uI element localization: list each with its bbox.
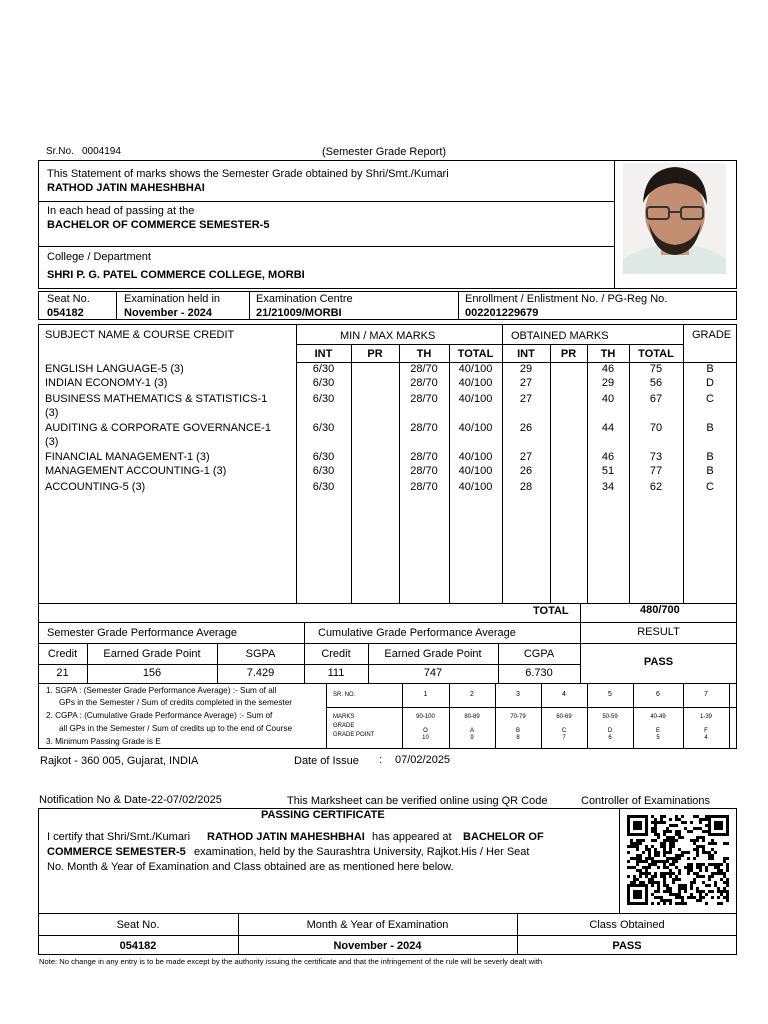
cert-seat-label: Seat No. (116, 919, 160, 931)
cell-total: 73 (649, 451, 663, 463)
scale-sr: 1 (423, 691, 428, 698)
sgpa-header: Semester Grade Performance Average (47, 627, 237, 639)
scale-marks: 50-59 (602, 714, 618, 720)
cell-int-mm: 6/30 (312, 393, 335, 405)
subject-name: BUSINESS MATHEMATICS & STATISTICS-1 (45, 393, 268, 405)
note-3: 3. Minimum Passing Grade is E (46, 737, 161, 746)
egp2-label: Earned Grade Point (384, 648, 482, 660)
result-value: PASS (643, 656, 674, 668)
seat-no: 054182 (47, 307, 84, 319)
grade-header: GRADE (692, 329, 732, 341)
subject-name: FINANCIAL MANAGEMENT-1 (3) (45, 451, 210, 463)
cell-total-mm: 40/100 (458, 465, 493, 477)
cell-th-mm: 28/70 (410, 377, 438, 389)
cell-total: 67 (649, 393, 663, 405)
cell-grade: B (706, 465, 714, 477)
scale-sr-label: SR. NO. (333, 692, 356, 698)
enrollment-no: 002201229679 (465, 307, 539, 319)
certificate-title: PASSING CERTIFICATE (261, 809, 385, 821)
cell-th-mm: 28/70 (410, 481, 438, 493)
cell-int: 27 (519, 377, 533, 389)
cgpa-header: Cumulative Grade Performance Average (318, 627, 516, 639)
statement-intro: This Statement of marks shows the Semester Grade obtained by Shri/Smt./Kumari (47, 168, 449, 180)
scale-grade: C (561, 728, 567, 734)
cell-total-mm: 40/100 (458, 422, 493, 434)
cell-int: 28 (519, 481, 533, 493)
subject-name: MANAGEMENT ACCOUNTING-1 (3) (45, 465, 227, 477)
credit2-value: 111 (327, 667, 345, 679)
scale-grade: D (607, 728, 613, 734)
note-text: Note: No change in any entry is to be made except by the authority issuing the certificate and that the infringement of the rule will be severly dealt with (39, 957, 543, 966)
scale-gp: 10 (422, 735, 429, 741)
result-header: RESULT (637, 626, 680, 638)
cell-total-mm: 40/100 (458, 377, 493, 389)
exam-centre-label: Examination Centre (256, 293, 353, 305)
cell-th: 34 (601, 481, 615, 493)
minmax-header: MIN / MAX MARKS (340, 330, 436, 342)
cell-int-mm: 6/30 (312, 481, 335, 493)
cell-total: 75 (649, 363, 663, 375)
cell-int-mm: 6/30 (312, 451, 335, 463)
scale-gp: 9 (470, 735, 474, 741)
cell-int-mm: 6/30 (312, 377, 335, 389)
scale-grade: A (469, 728, 474, 734)
scale-marks: 40-49 (650, 714, 666, 720)
cell-grade: D (706, 377, 714, 389)
scale-grade: B (515, 728, 520, 734)
sr-no-label: Sr.No. (46, 146, 74, 157)
cell-th: 44 (601, 422, 615, 434)
total-label: TOTAL (533, 605, 569, 617)
scale-grade-label: GRADE (333, 723, 355, 729)
scale-sr: 4 (562, 691, 566, 698)
cell-th: 40 (601, 393, 615, 405)
credit2-label: Credit (321, 648, 351, 660)
subject-name: AUDITING & CORPORATE GOVERNANCE-1 (45, 422, 271, 434)
scale-grade: O (423, 728, 428, 734)
cell-th: 46 (601, 451, 615, 463)
cell-total-mm: 40/100 (458, 481, 493, 493)
cell-int: 26 (519, 465, 533, 477)
cell-int: 27 (519, 393, 533, 405)
cert-program-b: COMMERCE SEMESTER-5 (47, 846, 186, 858)
cell-total-mm: 40/100 (458, 363, 493, 375)
scale-gp: 7 (562, 735, 566, 741)
issue-date: 07/02/2025 (395, 754, 451, 766)
sub-header-pr-mm: PR (367, 348, 383, 360)
cert-class: PASS (612, 940, 642, 952)
scale-marks: 80-89 (464, 714, 480, 720)
controller-label: Controller of Examinations (581, 795, 711, 807)
cell-int-mm: 6/30 (312, 363, 335, 375)
cert-class-label: Class Obtained (589, 919, 665, 931)
cell-grade: B (706, 451, 714, 463)
exam-held-label: Examination held in (124, 293, 221, 305)
notification: Notification No & Date-22-07/02/2025 (39, 794, 222, 806)
cell-total: 62 (649, 481, 663, 493)
seat-no-label: Seat No. (47, 293, 90, 305)
sgpa-value: 7.429 (246, 667, 275, 679)
cell-total: 70 (649, 422, 663, 434)
cell-int: 27 (519, 451, 533, 463)
scale-sr: 5 (608, 691, 612, 698)
cell-grade: B (706, 422, 714, 434)
verification-qr-code (627, 815, 729, 905)
cell-int-mm: 6/30 (312, 422, 335, 434)
cell-grade: C (706, 481, 714, 493)
scale-sr: 7 (704, 691, 708, 698)
scale-grade: F (704, 728, 708, 734)
note-1b: GPs in the Semester / Sum of credits completed in the semester (59, 698, 292, 707)
scale-gp: 8 (516, 735, 520, 741)
scale-gp: 5 (656, 735, 660, 741)
cell-th-mm: 28/70 (410, 363, 438, 375)
scale-gp: 4 (704, 735, 708, 741)
program-name: BACHELOR OF COMMERCE SEMESTER-5 (47, 219, 270, 231)
cgpa-label: CGPA (523, 648, 555, 660)
credit-value: 21 (56, 667, 69, 679)
cert-seat-no: 054182 (119, 940, 157, 952)
cert-line1-mid: has appeared at (372, 831, 452, 843)
scale-marks-label: MARKS (333, 714, 355, 720)
sub-header-total: TOTAL (638, 348, 674, 360)
sub-header-total-mm: TOTAL (457, 348, 494, 360)
egp2-value: 747 (423, 667, 443, 679)
total-row (38, 603, 737, 623)
subject-header: SUBJECT NAME & COURSE CREDIT (45, 329, 235, 341)
cell-int: 26 (519, 422, 533, 434)
scale-marks: 1-39 (699, 714, 712, 720)
cell-th: 51 (601, 465, 615, 477)
cell-th-mm: 28/70 (410, 393, 438, 405)
sub-header-pr: PR (560, 348, 577, 360)
sgpa-label: SGPA (245, 648, 276, 660)
obtained-header: OBTAINED MARKS (511, 330, 609, 342)
cert-month-label: Month & Year of Examination (306, 919, 449, 931)
credit-label: Credit (47, 648, 78, 660)
note-2b: all GPs in the Semester / Sum of credits up to the end of Course (59, 724, 293, 733)
cert-program-a: BACHELOR OF (463, 831, 544, 843)
cgpa-value: 6.730 (525, 667, 553, 679)
total-value: 480/700 (640, 604, 680, 616)
note-2a: 2. CGPA : (Cumulative Grade Performance Average) :- Sum of (46, 711, 273, 720)
subject-name: ENGLISH LANGUAGE-5 (3) (45, 363, 184, 375)
student-photo (623, 163, 726, 274)
college-name: SHRI P. G. PATEL COMMERCE COLLEGE, MORBI (47, 269, 305, 281)
cell-th-mm: 28/70 (410, 465, 438, 477)
cell-th-mm: 28/70 (410, 422, 438, 434)
student-name: RATHOD JATIN MAHESHBHAI (47, 182, 205, 194)
subject-name: INDIAN ECONOMY-1 (3) (45, 377, 168, 389)
subject-name-cont: (3) (45, 407, 59, 419)
enrollment-label: Enrollment / Enlistment No. / PG-Reg No. (465, 293, 668, 305)
scale-sr: 6 (656, 691, 660, 698)
egp-label: Earned Grade Point (103, 648, 201, 660)
scale-gp: 6 (608, 735, 612, 741)
egp-value: 156 (142, 667, 162, 679)
issue-sep: : (379, 754, 383, 766)
cell-th: 29 (601, 377, 615, 389)
college-label: College / Department (47, 251, 151, 263)
sub-header-int-mm: INT (314, 348, 333, 360)
report-title: (Semester Grade Report) (322, 146, 447, 158)
exam-held: November - 2024 (124, 307, 213, 319)
cell-total-mm: 40/100 (458, 451, 493, 463)
cell-total: 77 (649, 465, 663, 477)
cert-line2: examination, held by the Saurashtra University, Rajkot.His / Her Seat (194, 846, 530, 858)
cell-int-mm: 6/30 (312, 465, 335, 477)
scale-marks: 90-100 (416, 714, 435, 720)
scale-grade: E (655, 728, 660, 734)
scale-marks: 70-79 (510, 714, 526, 720)
scale-sr: 2 (470, 691, 474, 698)
scale-marks: 60-69 (556, 714, 572, 720)
sub-header-int: INT (517, 348, 535, 360)
note-1a: 1. SGPA : (Semester Grade Performance Average) :- Sum of all (46, 686, 277, 695)
cert-month: November - 2024 (333, 940, 422, 952)
subject-name: ACCOUNTING-5 (3) (45, 481, 146, 493)
cell-int: 29 (519, 363, 533, 375)
sr-no: 0004194 (82, 146, 121, 157)
passing-head-label: In each head of passing at the (47, 205, 195, 217)
cert-line1-pre: I certify that Shri/Smt./Kumari (47, 831, 191, 843)
subject-name-cont: (3) (45, 436, 59, 448)
cell-th: 46 (601, 363, 615, 375)
cell-total-mm: 40/100 (458, 393, 493, 405)
cell-th-mm: 28/70 (410, 451, 438, 463)
cell-grade: B (706, 363, 714, 375)
sub-header-th-mm: TH (416, 348, 432, 360)
exam-centre: 21/21009/MORBI (256, 307, 342, 319)
issue-label: Date of Issue (294, 755, 359, 767)
cell-grade: C (706, 393, 714, 405)
scale-gp-label: GRADE POINT (333, 732, 375, 738)
verify-text: This Marksheet can be verified online using QR Code (287, 795, 548, 807)
cert-line3: No. Month & Year of Examination and Class obtained are as mentioned here below. (47, 861, 454, 873)
sub-header-th: TH (600, 348, 616, 360)
cell-total: 56 (649, 377, 663, 389)
cert-student-name: RATHOD JATIN MAHESHBHAI (207, 831, 365, 843)
scale-sr: 3 (516, 691, 520, 698)
address: Rajkot - 360 005, Gujarat, INDIA (40, 755, 199, 767)
